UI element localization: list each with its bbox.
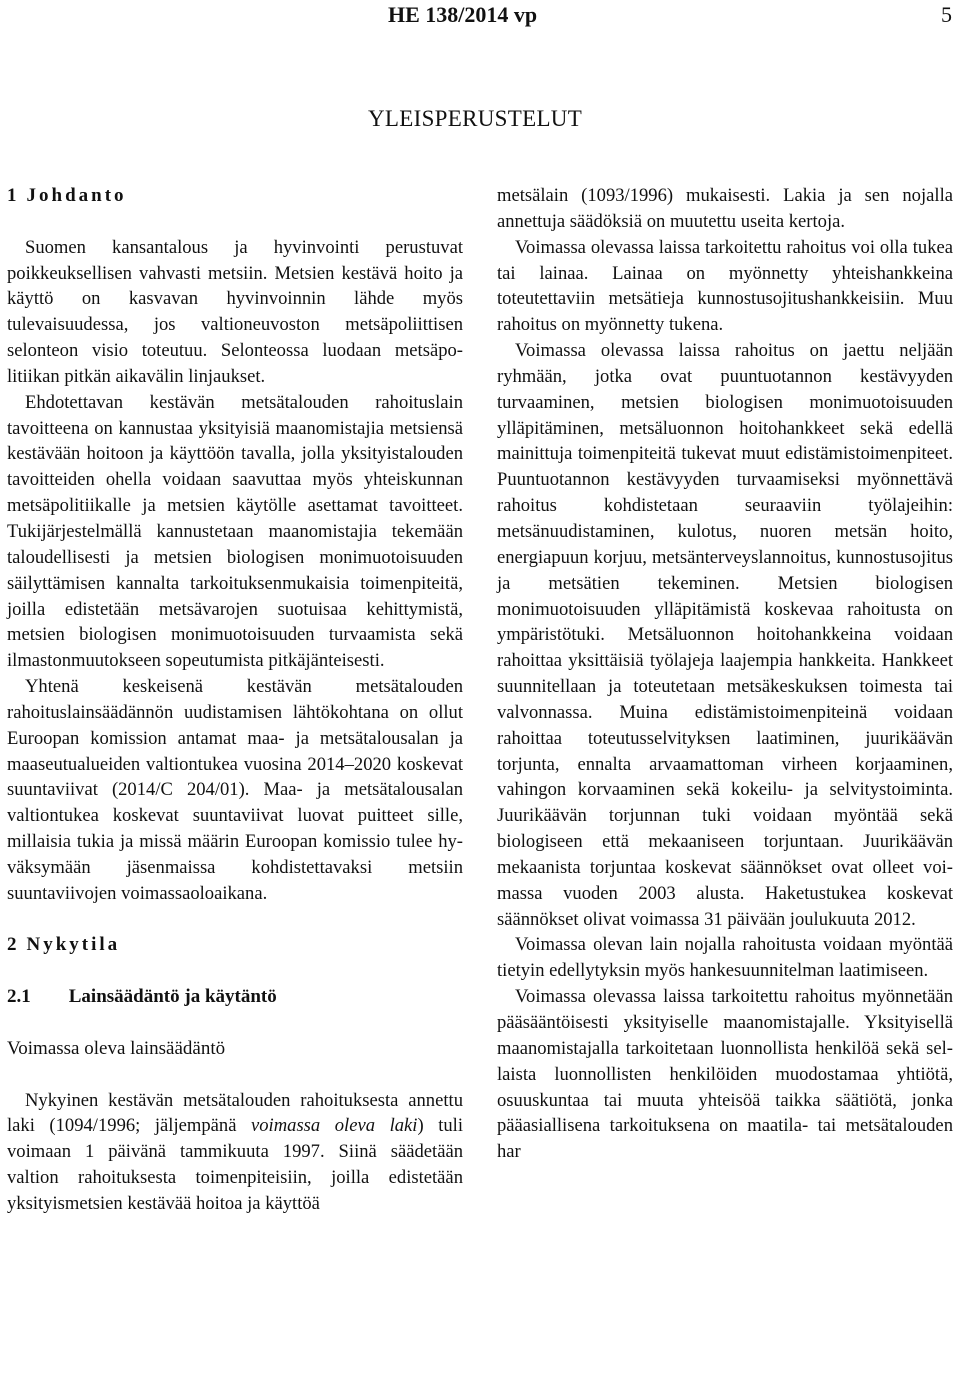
subsection-number: 2.1 — [7, 986, 31, 1008]
paragraph: Yhtenä keskeisenä kestävän metsätalouden rahoituslainsäädännön uudistamisen lähtökohtana on ollut Euroopan komission antamat maa- ja metsätalousalan ja maaseutualueiden valtiontukea vuosina 2014–2020 koskevat suuntaviivat (2014/C 204/01). Maa- ja metsätalousalan valtiontukea koskevat suuntaviivat luovat puitteet sille, millaisia tukia ja missä määrin Euroopan komissio tulee hyväksymään jäsenmaissa kohdistettavaksi metsiin suuntaviivojen voimassaoloaikana. — [7, 676, 463, 904]
section-number: 1 — [7, 185, 17, 206]
paragraph: Suomen kansantalous ja hyvinvointi perustuvat poikkeuksellisen vahvasti metsiin. Metsien kestävä hoito ja käyttö on kasvavan hyvinvoinnin lähde myös tulevaisuudessa, jos valtioneuvoston metsäpoliittisen selonteon visio toteutuu. Selonteossa luodaan metsäpolitiikan pitkän aikavälin linjaukset. — [7, 236, 463, 387]
sub-subsection-heading: Voimassa oleva lainsäädäntö — [7, 1037, 226, 1059]
paragraph: Ehdotettavan kestävän metsätalouden rahoituslain tavoitteena on kannustaa yksityisiä maanomistajia metsiensä kestävään hoitoon ja käyttöön tavalla, jolla yksityistalouden tavoitteiden ohella voidaan saavuttaa myös yhteiskunnan metsäpolitiikalle ja metsien käytölle asettamat tavoitteet. Tukijärjestelmällä kannustetaan maanomistajia tekemään taloudellisesti ja metsien biologisen monimuotoisuuden säilyttämisen kannalta tarkoituksenmukaisia toimenpiteitä, joilla edistetään metsävarojen suotuisaa kehittymistä, metsien biologisen monimuotoisuuden turvaamista sekä ilmastonmuutokseen sopeutumista pitkäjänteisesti. — [7, 391, 463, 672]
right-column — [497, 183, 953, 1165]
left-column — [7, 183, 463, 1217]
paragraph: Voimassa olevassa laissa tarkoitettu rahoitus myönnetään pääsääntöisesti yksityiselle maanomistajalle. Yksityisellä maanomistajalla tarkoitetaan luonnollista henkilöä sekä sellaista luonnollisten henkilöiden muodostamaa yhtiötä, osuuskuntaa tai muuta yhteisöä taikka säätiötä, jonka pääasiallisena tarkoituksena on maatila- tai metsätalouden har — [497, 986, 953, 1163]
subsection-title: Lainsäädäntö ja käytäntö — [68, 986, 277, 1008]
section-number: 2 — [7, 934, 17, 956]
defined-term: voimassa oleva laki — [251, 1115, 418, 1137]
section-title: Johdanto — [26, 185, 127, 206]
section-title: Nykytila — [26, 934, 121, 956]
paragraph: metsälain (1093/1996) mukaisesti. Lakia ja sen nojalla annettuja säädöksiä on muutettu useita kertoja. — [497, 185, 953, 232]
page-number: 5 — [941, 2, 952, 27]
section-heading-2 — [7, 932, 463, 958]
section-heading-1 — [7, 183, 463, 209]
paragraph: Voimassa olevassa laissa rahoitus on jaettu neljään ryhmään, jotka ovat puuntuotannon kestävyyden turvaaminen, metsien biologisen monimuotoisuuden ylläpitäminen, metsäluonnon hoitohankkeet sekä edellä mainittuja toimenpiteitä tukevat muut edistämistoimenpiteet. Puuntuotannon kestävyyden turvaamiseksi myönnettävä rahoitus kohdistetaan seuraaviin työlajeihin: metsänuudistaminen, kulotus, nuoren metsän hoito, energiapuun korjuu, metsänterveyslannoitus, kunnostusojitus ja metsätien tekeminen. Metsien biologisen monimuotoisuuden ylläpitämistä koskevaa rahoitusta on ympäristötuki. Metsäluonnon hoitohankkeina voidaan rahoittaa yksittäisiä työlajeja laajempia hankkeita. Hankkeet suunnitellaan ja toteutetaan metsäkeskuksen toimesta tai valvonnassa. Muina edistämistoimenpiteinä voidaan rahoittaa toteutusselvityksen laatiminen, juurikäävän torjunta, ennalta arvaamattoman virheen korjaaminen, vahingon korvaaminen sekä kokeilu- ja selvitystoiminta. Juurikäävän torjunnan tuki voidaan myöntää sekä biologiseen että mekaaniseen torjuntaan. Juurikäävän mekaanista torjuntaa koskevat säännökset ovat olleet voimassa vuoden 2003 alusta. Haketustukea koskevat säännökset olivat voimassa 31 päivään joulukuuta 2012. — [497, 340, 953, 930]
paragraph: Nykyinen kestävän metsätalouden rahoituksesta annettu laki (1094/1996; jäljempänä voimassa oleva laki) tuli voimaan 1 päivänä tammikuuta 1997. Siinä säädetään valtion rahoituksesta toimenpiteisiin, joilla edistetään yksityismetsien kestävää hoitoa ja käyttöä — [7, 1089, 464, 1214]
document-id: HE 138/2014 vp — [388, 2, 538, 27]
paragraph: Voimassa olevassa laissa tarkoitettu rahoitus voi olla tukea tai lainaa. Lainaa on myönnetty yhteishankkeina toteutettaviin metsätieja kunnostusojitushankkeisiin. Muu rahoitus on myönnetty tukena. — [497, 236, 953, 336]
paragraph: Voimassa olevan lain nojalla rahoitusta voidaan myöntää tietyin edellytyksin myös hankesuunnitelman laatimiseen. — [497, 934, 953, 982]
subsection-heading — [7, 984, 463, 1010]
document-title: YLEISPERUSTELUT — [368, 106, 583, 131]
